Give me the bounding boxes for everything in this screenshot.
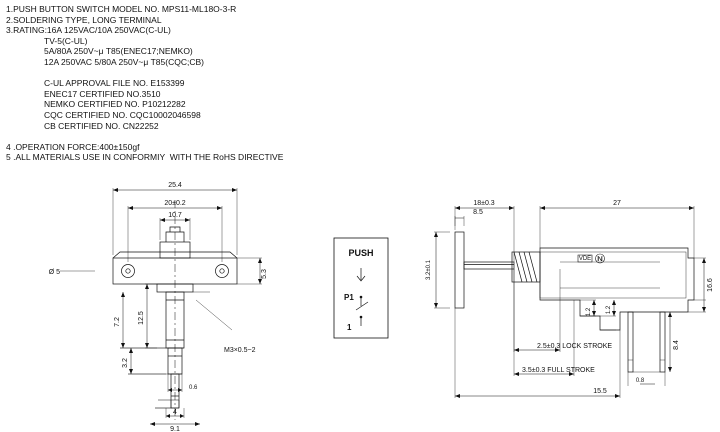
- circuit-pin-1: 1: [347, 323, 352, 332]
- dim-mount-hole-span: 20±0.2: [164, 200, 186, 207]
- dim-small-v2: 1.2: [586, 307, 592, 317]
- dim-plate-thickness: 3.2±0.1: [426, 260, 432, 280]
- circuit-title: PUSH: [348, 248, 374, 258]
- spec-line: ENEC17 CERTIFIED NO.3510: [44, 88, 161, 99]
- dim-left-span: 18±0.3: [473, 200, 495, 207]
- dim-body-height: 12.5: [138, 311, 145, 325]
- dim-right-span: 27: [613, 200, 621, 207]
- spec-line: 12A 250VAC 5/80A 250V~μ T85(CQC;CB): [44, 56, 204, 67]
- vde-mark: VDE: [578, 256, 592, 262]
- dim-pin-height: 3.2: [122, 358, 129, 368]
- dim-overall-width: 25.4: [168, 182, 182, 189]
- spec-line: 5A/80A 250V~μ T85(ENEC17;NEMKO): [44, 46, 193, 57]
- spec-line: 3.RATING:16A 125VAC/10A 250VAC(C-UL): [6, 25, 171, 36]
- dim-base-width: 4: [173, 409, 177, 416]
- spec-line: CQC CERTIFIED NO. CQC10002046598: [44, 109, 201, 120]
- spec-line: 1.PUSH BUTTON SWITCH MODEL NO. MPS11-ML18O-3-R: [6, 4, 237, 14]
- dim-hole-dia: Ø 5: [48, 269, 60, 276]
- nemko-mark: N: [597, 257, 603, 263]
- dim-small-v: 1.2: [606, 305, 612, 315]
- dim-bottom-width: 9.1: [170, 426, 180, 432]
- dim-terminal-len: 8.4: [673, 340, 680, 350]
- spec-line: 5 .ALL MATERIALS USE IN CONFORMIY WITH THE RoHS DIRECTIVE: [6, 152, 284, 163]
- spec-line: TV-5(C-UL): [44, 35, 88, 46]
- dim-thread-note: M3×0.5~2: [224, 347, 256, 354]
- dim-overall-len: 15.5: [593, 388, 607, 395]
- dim-stem-height: 7.2: [114, 317, 121, 327]
- dim-pin-width: 0.6: [189, 385, 198, 391]
- spec-line: CB CERTIFIED NO. CN22252: [44, 120, 159, 131]
- dim-lock-stroke: 2.5±0.3 LOCK STROKE: [537, 343, 613, 350]
- dim-full-stroke: 3.5±0.3 FULL STROKE: [522, 367, 595, 374]
- dim-plate-width: 8.5: [473, 209, 483, 216]
- circuit-pin-p1: P1: [344, 293, 354, 302]
- dim-body-height-side: 16.6: [707, 278, 714, 292]
- dim-terminal-gap: 0.8: [635, 378, 645, 384]
- dim-right-height: 5.3: [261, 269, 268, 279]
- spec-line: NEMKO CERTIFIED NO. P10212282: [44, 99, 186, 110]
- spec-line: C-UL APPROVAL FILE NO. E153399: [44, 78, 185, 89]
- dim-inner-width: 10.7: [168, 212, 182, 219]
- spec-line: 4 .OPERATION FORCE:400±150gf: [6, 141, 140, 152]
- spec-line: 2.SOLDERING TYPE, LONG TERMINAL: [6, 14, 162, 25]
